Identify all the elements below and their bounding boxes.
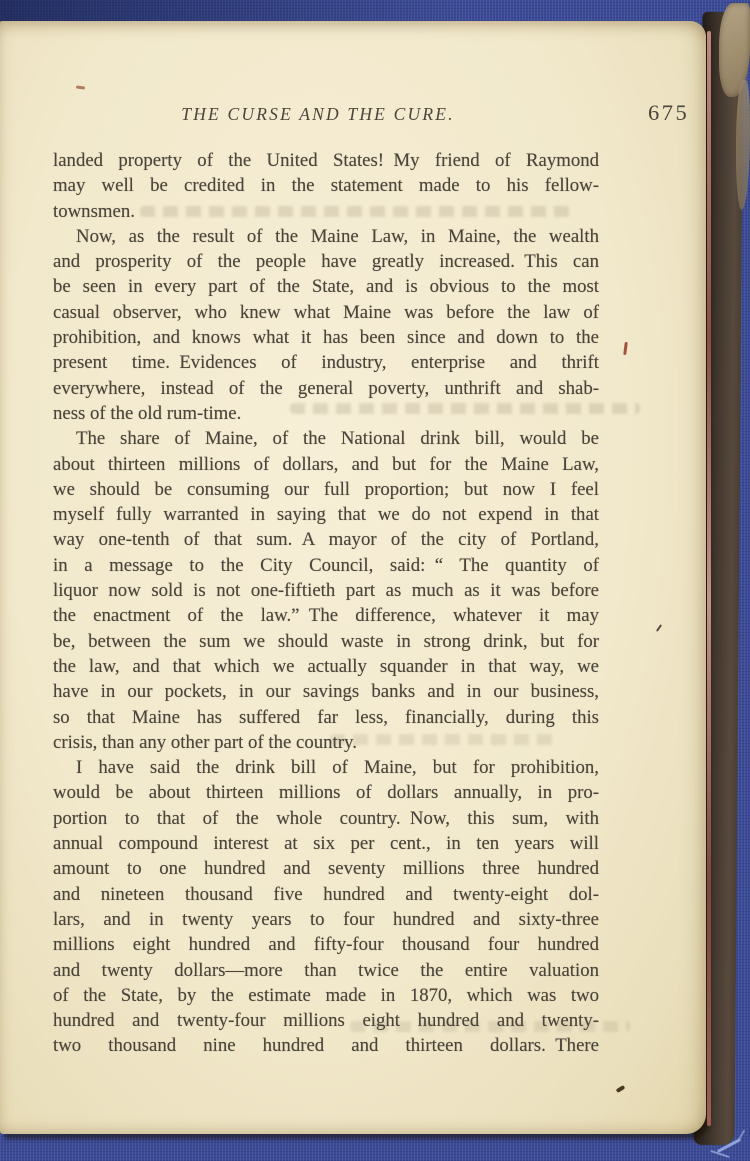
text-line: so that Maine has suffered far less, financially, during this [53, 706, 599, 728]
text-line: I have said the drink bill of Maine, but for prohibition, [76, 757, 599, 779]
foxing-mark [616, 1085, 626, 1093]
text-line: landed property of the United States! My friend of Raymond [53, 150, 599, 171]
text-line: be, between the sum we should waste in strong drink, but for [53, 630, 599, 652]
text-line: may well be credited in the statement made to his fellow- [53, 175, 599, 197]
text-line: way one-tenth of that sum. A mayor of the city of Portland, [53, 529, 599, 551]
text-line: The share of Maine, of the National drink bill, would be [76, 428, 599, 450]
text-line: townsmen. [53, 200, 135, 222]
text-line: of the State, by the estimate made in 1870, which was two [53, 984, 599, 1006]
page-fore-edge [707, 31, 711, 1126]
text-line: and twenty dollars—more than twice the entire valuation [53, 959, 599, 981]
text-line: and nineteen thousand five hundred and twenty-eight dol- [53, 883, 599, 905]
text-line: crisis, than any other part of the country. [53, 731, 357, 753]
text-line: two thousand nine hundred and thirteen dollars. There [53, 1035, 599, 1057]
text-line: amount to one hundred and seventy millions three hundred [53, 858, 599, 880]
text-line: casual observer, who knew what Maine was before the law of [53, 301, 599, 323]
text-line: we should be consuming our full proportion; but now I feel [53, 478, 599, 500]
text-line: millions eight hundred and fifty-four thousand four hundred [53, 934, 599, 956]
foxing-mark [623, 342, 628, 355]
text-line: myself fully warranted in saying that we do not expend in that [53, 504, 599, 526]
text-line: ness of the old rum-time. [53, 402, 242, 424]
foxing-mark [76, 85, 85, 89]
page-number: 675 [648, 100, 690, 125]
cover-wear-patch [736, 80, 750, 210]
text-line: prohibition, and knows what it has been since and down to the [53, 327, 599, 349]
frayed-thread [737, 1129, 746, 1142]
book-page [0, 21, 706, 1134]
text-line: liquor now sold is not one-fiftieth part as much as it was before [53, 580, 599, 602]
text-block [53, 148, 599, 1059]
text-line: everywhere, instead of the general poverty, unthrift and shab- [53, 377, 599, 399]
text-line: would be about thirteen millions of dollars annually, in pro- [53, 782, 599, 804]
text-line: be seen in every part of the State, and is obvious to the most [53, 276, 599, 298]
text-line: hundred and twenty-four millions eight hundred and twenty- [53, 1010, 599, 1032]
text-line: portion to that of the whole country. Now, this sum, with [53, 807, 599, 829]
running-header-title: THE CURSE AND THE CURE. [181, 104, 455, 124]
text-line: the law, and that which we actually squander in that way, we [53, 655, 599, 677]
text-line: present time. Evidences of industry, enterprise and thrift [53, 352, 599, 374]
text-line: Now, as the result of the Maine Law, in Maine, the wealth [76, 225, 599, 247]
text-line: about thirteen millions of dollars, and but for the Maine Law, [53, 453, 599, 475]
text-line: have in our pockets, in our savings banks and in our business, [53, 681, 599, 703]
text-line: in a message to the City Council, said: “ The quantity of [53, 554, 599, 576]
text-line: and prosperity of the people have greatly increased. This can [53, 251, 599, 273]
text-line: annual compound interest at six per cent., in ten years will [53, 833, 599, 855]
foxing-mark [656, 624, 662, 632]
running-header [53, 104, 599, 125]
text-line: the enactment of the law.” The difference, whatever it may [53, 605, 599, 627]
text-line: lars, and in twenty years to four hundred and sixty-three [53, 908, 599, 930]
